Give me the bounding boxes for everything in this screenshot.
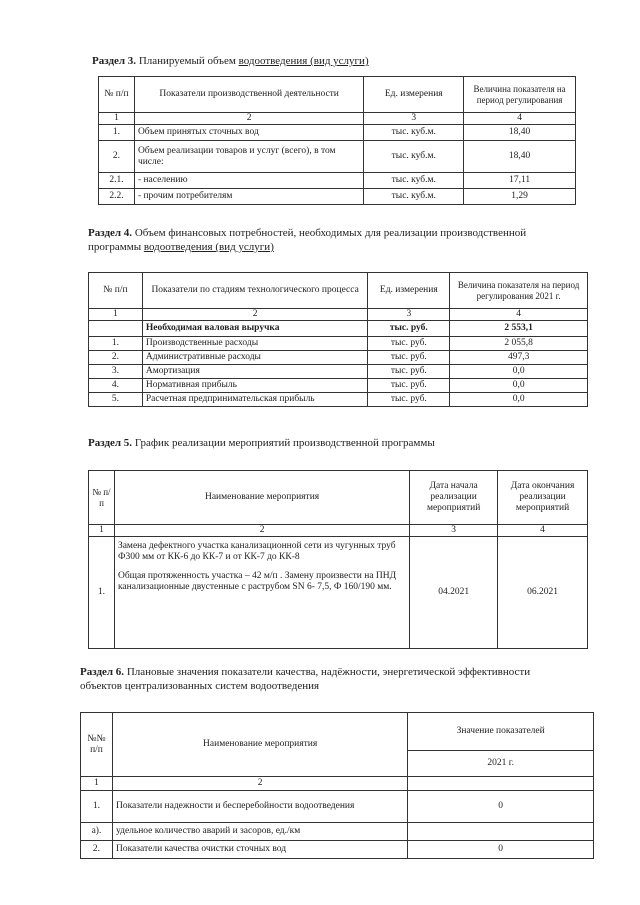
s6-header-value: Значение показателей [408,713,594,751]
s5-colnum: 2 [114,525,409,537]
table-row [99,125,576,141]
s4-header-n: № п/п [89,273,143,309]
row-name: Производственные расходы [142,337,368,351]
table-row [81,823,594,841]
row-value: 2 553,1 [450,321,588,337]
row-name: Показатели надежности и бесперебойности водоотведения [112,791,407,823]
s3-header-value: Величина показателя на период регулирования [464,77,576,113]
row-value: 18,40 [464,125,576,141]
table-row [89,351,588,365]
s5-colnum: 3 [410,525,498,537]
row-value: 0 [408,791,594,823]
row-number: 3. [89,365,143,379]
row-description [114,537,409,649]
row-number: а). [81,823,113,841]
s6-header-name: Наименование мероприятия [112,713,407,777]
row-unit: тыс. куб.м. [364,125,464,141]
row-value: 2 055,8 [450,337,588,351]
s3-colnum: 3 [364,113,464,125]
table-row [89,365,588,379]
row-unit: тыс. руб. [368,393,450,407]
section3-table [98,76,576,205]
s6-colnum: 1 [81,777,113,791]
s5-header-name: Наименование мероприятия [114,471,409,525]
row-end-date: 06.2021 [498,537,588,649]
row-description-part2: Общая протяженность участка – 42 м/п . Замену произвести на ПНД канализационные двустенные с раструбом SN 6- 7,5, Ф 160/190 мм. [117,571,397,592]
row-name: - населению [134,173,363,189]
s4-header-value: Величина показателя на период регулирования 2021 г. [450,273,588,309]
row-name: Показатели качества очистки сточных вод [112,841,407,859]
row-unit: тыс. куб.м. [364,189,464,205]
row-name: - прочим потребителям [134,189,363,205]
row-number: 2. [81,841,113,859]
section6-title-line1: Плановые значения показатели качества, надёжности, энергетической эффективности [124,666,531,678]
section4-title-line2: программы [88,241,144,253]
row-name: Расчетная предпринимательская прибыль [142,393,368,407]
row-value: 0,0 [450,379,588,393]
section4-title-bold: Раздел 4. [88,227,133,239]
s4-header-name: Показатели по стадиям технологического процесса [142,273,368,309]
row-value: 17,11 [464,173,576,189]
row-value: 1,29 [464,189,576,205]
row-number: 2.2. [99,189,135,205]
s6-header-year: 2021 г. [408,751,594,777]
table-row [99,141,576,173]
section3-title-text: Планируемый объем [136,55,239,67]
row-unit: тыс. руб. [368,351,450,365]
row-start-date: 04.2021 [410,537,498,649]
s4-header-unit: Ед. измерения [368,273,450,309]
section3-title-underlined: водоотведения (вид услуги) [238,55,369,67]
row-number: 1. [89,337,143,351]
s3-colnum: 1 [99,113,135,125]
s6-colnum: 2 [112,777,407,791]
row-value: 497,3 [450,351,588,365]
section5-title-text: График реализации мероприятий производственной программы [132,437,435,449]
row-unit: тыс. руб. [368,321,450,337]
table-row [89,337,588,351]
s3-colnum: 2 [134,113,363,125]
row-unit: тыс. руб. [368,379,450,393]
row-number: 2. [99,141,135,173]
table-row [99,189,576,205]
s5-header-end: Дата окончания реализации мероприятий [498,471,588,525]
section4-title-line1: Объем финансовых потребностей, необходимых для реализации производственной [132,227,527,239]
s5-header-n: № п/п [89,471,115,525]
s6-header-n: №№ п/п [81,713,113,777]
section6-table [80,712,594,859]
row-number: 1. [81,791,113,823]
section5-table [88,470,588,649]
section4-title-underlined: водоотведения (вид услуги) [143,241,274,253]
section6-title [80,665,595,693]
s4-colnum: 1 [89,309,143,321]
row-unit: тыс. руб. [368,365,450,379]
row-number: 5. [89,393,143,407]
s3-colnum: 4 [464,113,576,125]
table-row [89,379,588,393]
table-row [89,393,588,407]
section5-title-bold: Раздел 5. [88,437,133,449]
section5-title [88,436,435,450]
table-row [81,841,594,859]
row-value: 0,0 [450,365,588,379]
section6-title-line2: объектов централизованных систем водоотведения [80,680,320,692]
row-name: удельное количество аварий и засоров, ед./км [112,823,407,841]
row-unit: тыс. куб.м. [364,141,464,173]
section3-title [92,54,369,68]
row-value: 0 [408,841,594,859]
row-name: Объем реализации товаров и услуг (всего), в том числе: [134,141,363,173]
row-number [89,321,143,337]
section6-title-bold: Раздел 6. [80,666,125,678]
s5-colnum: 1 [89,525,115,537]
s5-colnum: 4 [498,525,588,537]
row-unit: тыс. куб.м. [364,173,464,189]
row-number: 4. [89,379,143,393]
s5-header-start: Дата начала реализации мероприятий [410,471,498,525]
row-name: Необходимая валовая выручка [142,321,368,337]
s3-header-unit: Ед. измерения [364,77,464,113]
row-number: 1. [89,537,115,649]
row-description-part1: Замена дефектного участка канализационной сети из чугунных труб Ф300 мм от КК-6 до КК-7 и от КК-7 до КК-8 [117,541,396,562]
s4-colnum: 2 [142,309,368,321]
section4-table [88,272,588,407]
row-number: 2.1. [99,173,135,189]
section3-title-bold: Раздел 3. [92,55,137,67]
row-number: 1. [99,125,135,141]
row-value: 18,40 [464,141,576,173]
s3-header-n: № п/п [99,77,135,113]
row-number: 2. [89,351,143,365]
row-name: Нормативная прибыль [142,379,368,393]
row-name: Объем принятых сточных вод [134,125,363,141]
s3-header-name: Показатели производственной деятельности [134,77,363,113]
row-value [408,823,594,841]
table-row [99,173,576,189]
table-row [81,791,594,823]
table-row [89,537,588,649]
row-name: Административные расходы [142,351,368,365]
table-row-total [89,321,588,337]
s6-colnum-empty [408,777,594,791]
row-unit: тыс. руб. [368,337,450,351]
s4-colnum: 4 [450,309,588,321]
row-value: 0,0 [450,393,588,407]
row-name: Амортизация [142,365,368,379]
section4-title [88,226,588,254]
s4-colnum: 3 [368,309,450,321]
